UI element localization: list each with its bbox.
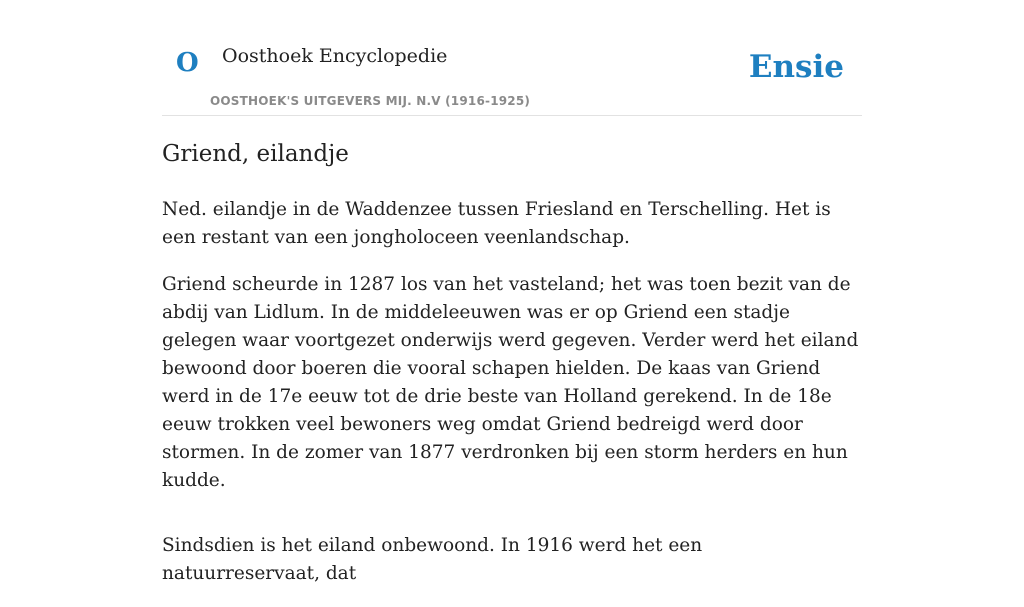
site-logo-link[interactable]: Ensie	[748, 49, 844, 85]
article-title: Griend, eilandje	[162, 141, 349, 167]
article	[162, 138, 862, 607]
article-paragraph: Ned. eilandje in de Waddenzee tussen Friesland en Terschelling. Het is een restant van een jongholoceen veenlandschap.	[162, 199, 831, 248]
encyclopedia-logo[interactable]: O	[176, 48, 199, 78]
article-paragraph: Griend scheurde in 1287 los van het vasteland; het was toen bezit van de abdij van Lidlum. In de middeleeuwen was er op Griend een stadje gelegen waar voortgezet onderwijs werd gegeven. Verder werd het eiland bewoond door boeren die vooral schapen hielden. De kaas van Griend werd in de 17e eeuw tot de drie beste van Holland gerekend. In de 18e eeuw trokken veel bewoners weg omdat Griend bedreigd werd door stormen. In de zomer van 1877 verdronken bij een storm herders en hun kudde.	[162, 274, 859, 491]
article-paragraph: Sindsdien is het eiland onbewoond. In 1916 werd het een natuurreservaat, dat	[162, 535, 703, 584]
publisher-label: OOSTHOEK'S UITGEVERS MIJ. N.V (1916-1925)	[210, 94, 531, 108]
encyclopedia-name-link[interactable]: Oosthoek Encyclopedie	[222, 45, 448, 67]
site-header	[162, 0, 862, 116]
